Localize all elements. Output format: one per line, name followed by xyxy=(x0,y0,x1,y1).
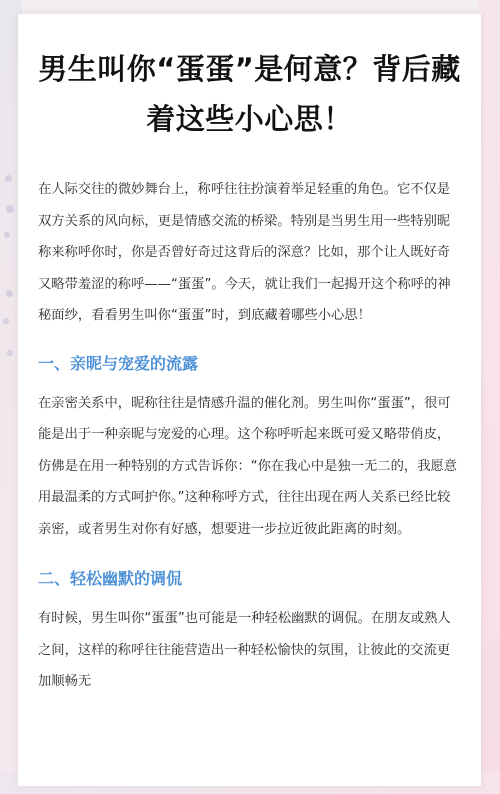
intro-paragraph: 在人际交往的微妙舞台上，称呼往往扮演着举足轻重的角色。它不仅是双方关系的风向标，更是情感交流的桥梁。特别是当男生用一些特别昵称来称呼你时，你是否曾好奇过这背后的深意？比如，那个让人既好奇又略带羞涩的称呼——“蛋蛋”。今天，就让我们一起揭开这个称呼的神秘面纱，看看男生叫你“蛋蛋”时，到底藏着哪些小心思！ xyxy=(38,182,451,323)
decorative-dot xyxy=(6,205,14,213)
section-heading: 一、亲昵与宠爱的流露 xyxy=(38,353,199,373)
section-heading: 二、轻松幽默的调侃 xyxy=(38,569,183,588)
decorative-dot xyxy=(6,290,13,297)
decorative-dot xyxy=(5,175,12,182)
section-paragraph: 有时候，男生叫你“蛋蛋”也可能是一种轻松幽默的调侃。在朋友或熟人之间，这样的称呼往往能营造出一种轻松愉快的氛围，让彼此的交流更加顺畅无 xyxy=(38,611,451,689)
section-paragraph: 在亲密关系中，昵称往往是情感升温的催化剂。男生叫你“蛋蛋”，很可能是出于一种亲昵与宠爱的心理。这个称呼听起来既可爱又略带俏皮，仿佛是在用一种特别的方式告诉你：“你在我心中是独一无二的，我愿意用最温柔的方式呵护你。”这种称呼方式，往往出现在两人关系已经比较亲密，或者男生对你有好感，想要进一步拉近彼此距离的时刻。 xyxy=(38,395,458,537)
article-card xyxy=(18,14,481,786)
decorative-dot xyxy=(4,232,10,238)
article-title: 男生叫你“蛋蛋”是何意？背后藏着这些小心思！ xyxy=(38,52,461,136)
article-body xyxy=(18,144,481,698)
background-right-panel xyxy=(478,0,500,794)
decorative-dot xyxy=(7,350,13,356)
decorative-dot xyxy=(3,318,9,324)
